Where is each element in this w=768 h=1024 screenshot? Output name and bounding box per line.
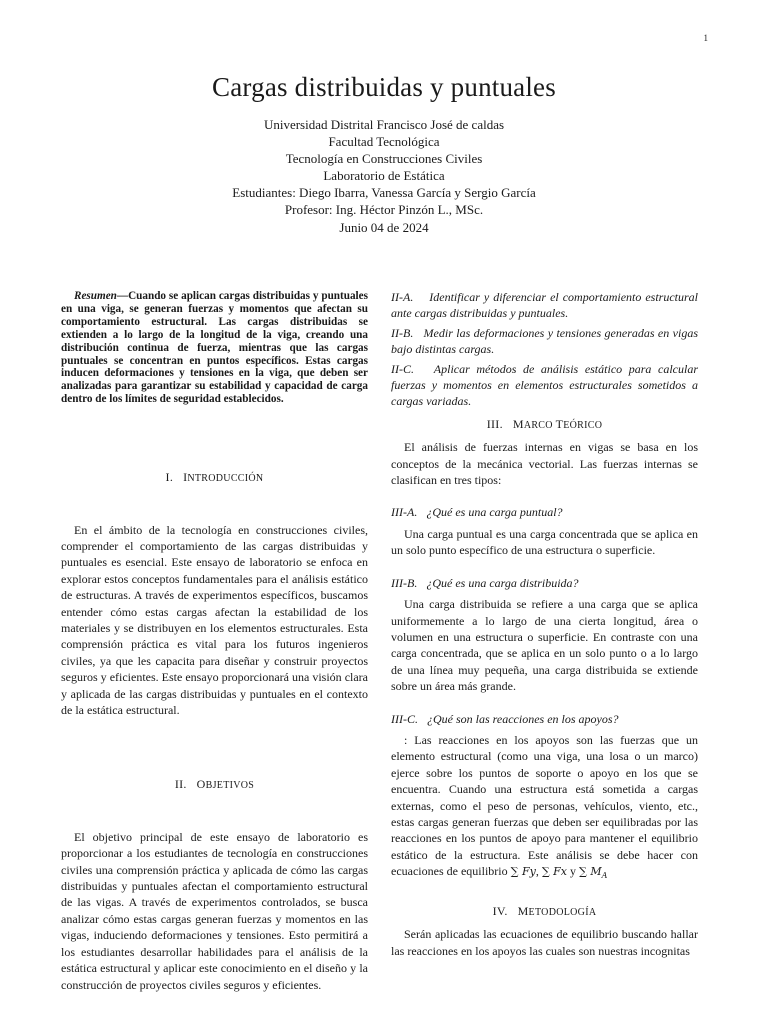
- objective-item-c: II-C. Aplicar métodos de análisis estático para calcular fuerzas y momentos en elementos estructurales sometidos a cargas variadas.: [391, 361, 698, 409]
- abstract-label: Resumen: [74, 290, 117, 302]
- section-heading-framework: III. MARCO TEÓRICO: [486, 416, 603, 431]
- professor-line: Profesor: Ing. Héctor Pinzón L., MSc.: [284, 202, 484, 218]
- subsection-paragraph-a: Una carga puntual es una carga concentrada que se aplica en un solo punto específico de una estructura o superficie.: [391, 526, 698, 558]
- equation-sum-ma: ∑ $M_A$: [579, 865, 608, 881]
- subsection-paragraph-b: Una carga distribuida se refiere a una carga que se aplica uniformemente a lo largo de una cierta longitud, área o volumen en una estructura o superficie. En contraste con una carga concentrada, que se aplica en un solo punto o a lo largo de una línea muy pequeña, una carga distribuida se extiende sobre un área más grande.: [391, 597, 698, 694]
- objectives-paragraph: El objetivo principal de este ensayo de laboratorio es proporcionar a los estudiantes de tecnología en construcciones civiles una comprensión práctica y aplicada de cómo las cargas distribuidas y puntuales afectan el comportamiento estructural de las vigas. A través de experimentos controlados, se busca analizar cómo estas cargas generan fuerzas y momentos en las vigas, induciendo deformaciones y tensiones. Esto permitirá a los estudiantes desarrollar habilidades para el análisis de la estática estructural y aplicar este conocimiento en el diseño y la construcción de proyectos civiles seguros y eficientes.: [61, 829, 368, 992]
- abstract: [61, 290, 368, 406]
- program-line: Tecnología en Construcciones Civiles: [285, 151, 483, 167]
- framework-paragraph: El análisis de fuerzas internas en vigas se basa en los conceptos de la mecánica vectorial. Las fuerzas internas se clasifican en tres tipos:: [391, 440, 698, 488]
- equation-sum-fx: ∑ Fx: [541, 865, 568, 879]
- abstract-text: —Cuando se aplican cargas distribuidas y puntuales en una viga, se generan fuerzas y momentos que afectan su comportamiento estructural. Las cargas distribuidas se extienden a lo largo de la longitud de la viga, creando una distribución continua de fuerza, mientras que las cargas puntuales se concentran en puntos específicos. Estas cargas inducen deformaciones y tensiones en la viga, que deben ser analizadas para garantizar su estabilidad y capacidad de carga dentro de los límites de seguridad establecidos.: [61, 290, 368, 406]
- university-line: Universidad Distrital Francisco José de caldas: [263, 117, 505, 132]
- equation-sum-fy: ∑ Fy: [510, 865, 536, 879]
- subsection-heading-c: III-C. ¿Qué son las reacciones en los apoyos?: [391, 711, 619, 726]
- left-column: [61, 290, 368, 993]
- page-number: 1: [703, 33, 708, 43]
- section-heading-intro: I. INTRODUCCIÓN: [165, 470, 264, 485]
- students-line: Estudiantes: Diego Ibarra, Vanessa García y Sergio García: [232, 185, 536, 201]
- paper-title: Cargas distribuidas y puntuales: [212, 72, 556, 102]
- method-paragraph: Serán aplicadas las ecuaciones de equilibrio buscando hallar las reacciones en los apoyos las cuales son nuestras incognitas: [391, 927, 698, 958]
- right-column: [391, 289, 698, 959]
- faculty-line: Facultad Tecnológica: [328, 134, 440, 150]
- subsection-heading-b: III-B. ¿Qué es una carga distribuida?: [391, 575, 579, 590]
- subsection-heading-a: III-A. ¿Qué es una carga puntual?: [391, 505, 563, 520]
- date-line: Junio 04 de 2024: [339, 219, 429, 235]
- section-heading-objectives: II. OBJETIVOS: [174, 777, 255, 792]
- lab-line: Laboratorio de Estática: [323, 168, 445, 184]
- section-heading-method: IV. METODOLOGÍA: [492, 903, 597, 918]
- objective-item-b: II-B. Medir las deformaciones y tensiones generadas en vigas bajo distintas cargas.: [391, 325, 698, 357]
- subsection-paragraph-c: : Las reacciones en los apoyos son las fuerzas que un elemento estructural (como una viga, una losa o un marco) ejerce sobre los puntos de soporte o apoyo en los que se encuentra. Cuando una estructura está sometida a cargas externas, como el peso de personas, vehículos, viento, etc., estas cargas generan fuerzas que deben ser equilibradas por las reacciones en los puntos de apoyo para mantener el equilibrio estático de la estructura. Este análisis se debe hacer con ecuaciones de equilibrio ∑ Fy, ∑ Fx y ∑ $M_A$: [391, 732, 698, 881]
- objective-item-a: II-A. Identificar y diferenciar el comportamiento estructural ante cargas distribuidas y puntuales.: [391, 290, 699, 321]
- intro-paragraph: En el ámbito de la tecnología en construcciones civiles, comprender el comportamiento de las cargas distribuidas y puntuales es esencial. Este ensayo de laboratorio se enfoca en explorar estos conceptos fundamentales para el análisis estático de estructuras. A través de experimentos específicos, buscamos entender cómo estas cargas afectan la estabilidad de los materiales y se distribuyen en los elementos estructurales. Esta comprensión práctica es vital para los futuros ingenieros civiles, ya que les capacita para diseñar y construir proyectos seguros y eficientes. Este ensayo proporcionará una visión clara y aplicada de las cargas distribuidas y puntuales en el contexto de la estática estructural.: [61, 522, 368, 718]
- author-block: [0, 116, 768, 236]
